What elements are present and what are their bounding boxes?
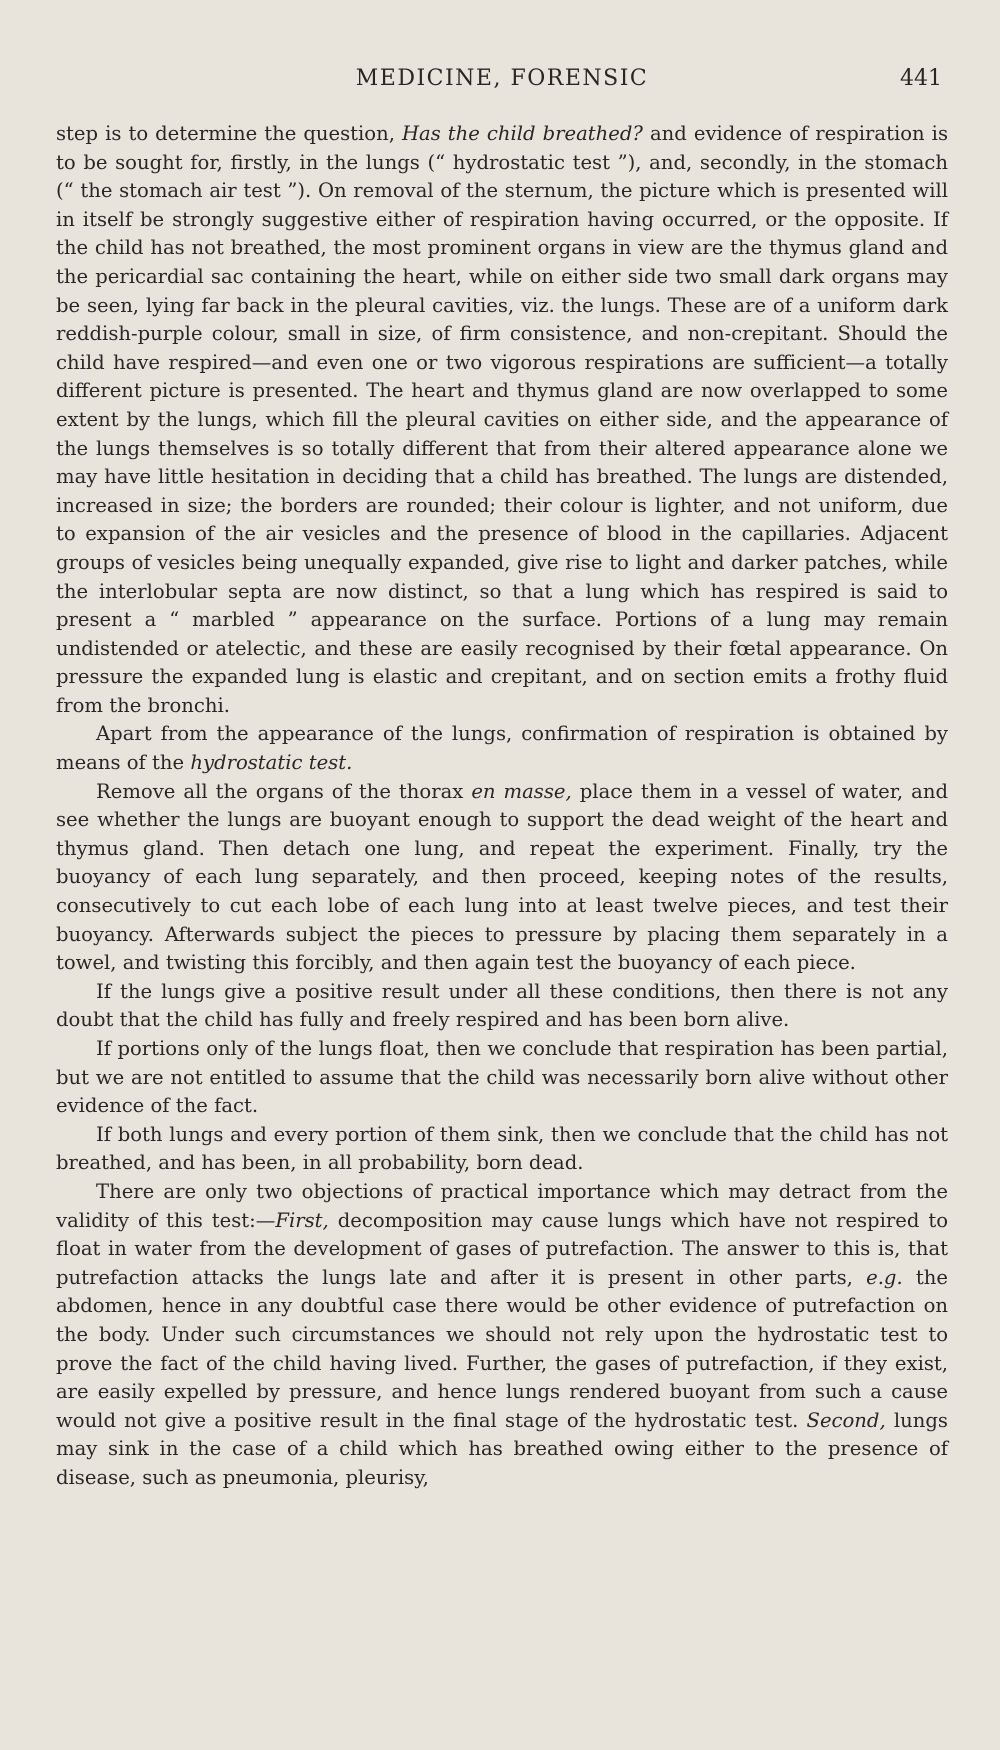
text-run: and evidence of respiration is to be sought for, firstly, in the lungs (“ hydrostatic test ”), and, secondly, in the stomach (“ the stomach air test ”). On removal of the sternum, the picture which is presented will in itself be strongly suggestive either of respiration having occurred, or the opposite. If the child has not breathed, the most prominent organs in view are the thymus gland and the pericardial sac containing the heart, while on either side two small dark organs may be seen, lying far back in the pleural cavities, viz. the lungs. These are of a uniform dark reddish-purple colour, small in size, of firm consistence, and non-crepitant. Should the child have respired—and even one or two vigorous respirations are sufficient—a totally different picture is presented. The heart and thymus gland are now overlapped to some extent by the lungs, which fill the pleural cavities on either side, and the appearance of the lungs themselves is so totally different that from their altered appearance alone we may have little hesitation in deciding that a child has breathed. The lungs are distended, increased in size; the borders are rounded; their colour is lighter, and not uniform, due to expansion of the air vesicles and the presence of blood in the capillaries. Adjacent groups of vesicles being unequally expanded, give rise to light and darker patches, while the interlobular septa are now distinct, so that a lung which has respired is said to present a “ marbled ” appearance on the surface. Portions of a lung may remain undistended or atelectic, and these are easily recognised by their fœtal appearance. On pressure the expanded lung is elastic and crepitant, and on section emits a frothy fluid from the bronchi.: [56, 122, 948, 717]
text-run: If portions only of the lungs float, then we conclude that respiration has been partial, but we are not entitled to assume that the child was necessarily born alive without other evidence of the fact.: [56, 1037, 948, 1118]
paragraph: [56, 1121, 948, 1178]
paragraph: [56, 978, 948, 1035]
paragraph: [56, 720, 948, 777]
italic-text: en masse,: [471, 779, 572, 803]
text-run: decomposition may cause lungs which have not respired to float in water from the development of gases of putrefaction. The answer to this is, that putrefaction attacks the lungs late and after it is present in other parts,: [56, 1208, 949, 1289]
italic-text: Has the child breathed?: [401, 122, 643, 145]
text-run: If both lungs and every portion of them sink, then we conclude that the child has not breathed, and has been, in all probability, born dead.: [56, 1122, 948, 1175]
paragraph: [56, 778, 948, 978]
running-head: [56, 62, 948, 102]
italic-text: hydrostatic test.: [190, 751, 353, 775]
running-title: MEDICINE, FORENSIC: [355, 66, 649, 91]
text-run: lungs may sink in the case of a child which has breathed owing either to the presence of disease, such as pneumonia, pleurisy,: [56, 1408, 948, 1489]
italic-text: First,: [275, 1208, 329, 1232]
text-run: There are only two objections of practical importance which may detract from the validity of this test:—: [56, 1179, 948, 1232]
paragraph: [56, 1178, 948, 1493]
body-text: [56, 120, 948, 1493]
text-run: place them in a vessel of water, and see whether the lungs are buoyant enough to support the dead weight of the heart and thymus gland. Then detach one lung, and repeat the experiment. Finally, try the buoyancy of each lung separately, and then proceed, keeping notes of the results, consecutively to cut each lobe of each lung into at least twelve pieces, and test their buoyancy. Afterwards subject the pieces to pressure by placing them separately in a towel, and twisting this forcibly, and then again test the buoyancy of each piece.: [56, 779, 948, 975]
text-run: step is to determine the question,: [56, 122, 402, 145]
text-run: If the lungs give a positive result under all these conditions, then there is not any doubt that the child has fully and freely respired and has been born alive.: [56, 979, 948, 1032]
italic-text: Second,: [806, 1408, 886, 1432]
italic-text: e.g.: [866, 1265, 903, 1289]
text-run: the abdomen, hence in any doubtful case there would be other evidence of putrefaction on the body. Under such circumstances we should not rely upon the hydrostatic test to prove the fact of the child having lived. Further, the gases of putrefaction, if they exist, are easily expelled by pressure, and hence lungs rendered buoyant from such a cause would not give a positive result in the final stage of the hydrostatic test.: [56, 1265, 948, 1432]
paragraph: [56, 120, 948, 720]
paragraph: [56, 1035, 948, 1121]
text-run: Remove all the organs of the thorax: [96, 779, 472, 803]
text-run: Apart from the appearance of the lungs, confirmation of respiration is obtained by means of the: [56, 722, 948, 775]
page-number: 441: [900, 66, 942, 91]
